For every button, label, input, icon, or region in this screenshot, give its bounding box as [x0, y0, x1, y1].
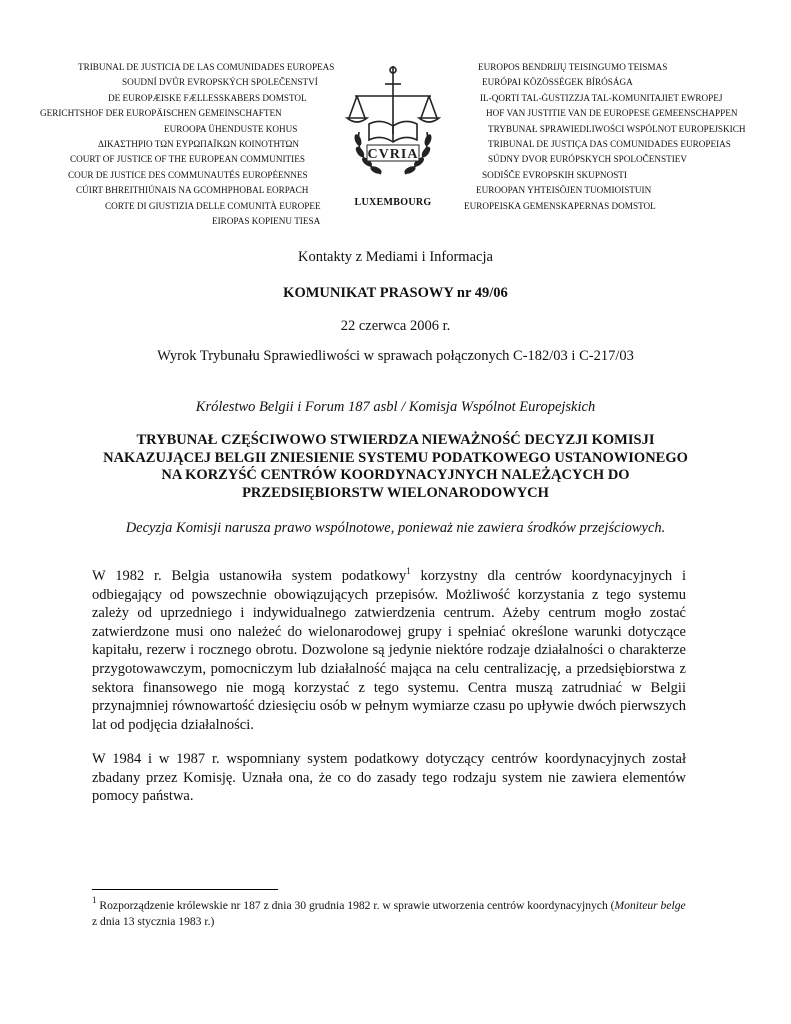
cvria-wordmark: CVRIA [367, 147, 419, 162]
footnote [92, 895, 692, 930]
body-paragraph-1 [92, 567, 686, 734]
headline: TRYBUNAŁ CZĘŚCIWOWO STWIERDZA NIEWAŻNOŚĆ DECYZJI KOMISJI NAKAZUJĄCEJ BELGII ZNIESIENIE SYSTEMU PODATKOWEGO USTANOWIONEGO NA KORZYŚĆ CENTRÓW KOORDYNACYJNYCH NALEŻĄCYCH DO PRZEDSIĘBIORSTW WIELONARODOWYCH [103, 432, 688, 501]
paragraph-text: korzystny dla centrów koordynacyjnych i odbiegający od powszechnie obowiązujących przepisów. Możliwość korzystania z tego systemu zależy od uprzedniego i indywidualnego zatwierdzenia centrum. Ażeby centrum mogło zostać zatwierdzone musi ono należeć do wielonarodowej grupy i spełniać określone warunki dotyczące kapitału, rezerw i rocznego obrotu. Dozwolone są jedynie niektóre rodzaje działalności o charakterze przygotowawczym, pomocniczym lub działalność mająca na celu centralizację, a przedsiębiorstwa z sektora finansowego nie mogą korzystać z tego systemu. Centra muszą zatrudniać w Belgii przynajmniej równowartość dziesięciu osób w pełnym wymiarze czasu po upływie dwóch pierwszych lat od podjęcia działalności. [92, 568, 686, 733]
court-name: ΔΙΚΑΣΤΗΡΙΟ ΤΩΝ ΕΥΡΩΠΑΪΚΩΝ ΚΟΙΝΟΤΗΤΩΝ [98, 139, 300, 150]
footnote-text: Rozporządzenie królewskie nr 187 z dnia 30 grudnia 1982 r. w sprawie utworzenia centrów koordynacyjnych ( [96, 899, 615, 912]
court-name: HOF VAN JUSTITIE VAN DE EUROPESE GEMEENSCHAPPEN [486, 108, 738, 119]
court-name: SODIŠČE EVROPSKIH SKUPNOSTI [482, 169, 627, 180]
court-name: TRYBUNAŁ SPRAWIEDLIWOŚCI WSPÓLNOT EUROPEJSKICH [488, 123, 746, 134]
footnote-text: z dnia 13 stycznia 1983 r.) [92, 915, 215, 928]
court-name: CÚIRT BHREITHIÚNAIS NA GCOMHPHOBAL EORPACH [76, 185, 309, 196]
body-paragraph-2: W 1984 i w 1987 r. wspomniany system podatkowy dotyczący centrów koordynacyjnych został zbadany przez Komisję. Uznała ona, że co do zasady tego rodzaju system nie zawiera elementów pomocy państwa. [92, 751, 686, 805]
court-name: EURÓPAI KÖZÖSSÉGEK BÍRÓSÁGA [482, 77, 633, 88]
paragraph-text: W 1982 r. Belgia ustanowiła system podatkowy [92, 568, 407, 584]
court-name: COURT OF JUSTICE OF THE EUROPEAN COMMUNITIES [70, 154, 305, 165]
court-name: GERICHTSHOF DER EUROPÄISCHEN GEMEINSCHAFTEN [40, 108, 282, 119]
publication-name: Moniteur belge [614, 899, 686, 912]
court-name: EIROPAS KOPIENU TIESA [212, 216, 321, 227]
court-name: EUROPEISKA GEMENSKAPERNAS DOMSTOL [464, 200, 656, 211]
court-name: IL-QORTI TAL-ĠUSTIZZJA TAL-KOMUNITAJIET EWROPEJ [480, 92, 723, 103]
judgment-reference: Wyrok Trybunału Sprawiedliwości w sprawach połączonych C-182/03 i C-217/03 [157, 348, 634, 364]
city-label: LUXEMBOURG [354, 197, 432, 208]
court-name: EUROOPA ÜHENDUSTE KOHUS [164, 123, 298, 134]
court-name: TRIBUNAL DE JUSTIÇA DAS COMUNIDADES EUROPEIAS [488, 139, 731, 150]
court-name: CORTE DI GIUSTIZIA DELLE COMUNITÀ EUROPEE [105, 200, 321, 211]
court-name: DE EUROPÆISKE FÆLLESSKABERS DOMSTOL [108, 92, 307, 103]
court-name: SÚDNY DVOR EURÓPSKYCH SPOLOČENSTIEV [488, 154, 687, 165]
cvria-emblem [333, 62, 453, 192]
court-names-left [40, 60, 335, 229]
footnote-number: 1 [92, 895, 97, 905]
court-name: EUROOPAN YHTEISÖJEN TUOMIOISTUIN [476, 185, 652, 196]
release-date: 22 czerwca 2006 r. [340, 318, 451, 334]
footnote-separator [92, 889, 278, 890]
court-names-right [458, 60, 758, 214]
subheadline: Decyzja Komisji narusza prawo wspólnotowe, ponieważ nie zawiera środków przejściowych. [125, 520, 666, 536]
footnote-reference: 1 [406, 566, 411, 576]
contacts-line: Kontakty z Mediami i Informacja [298, 249, 493, 265]
court-name: COUR DE JUSTICE DES COMMUNAUTÉS EUROPÉENNES [68, 169, 308, 180]
case-parties: Królestwo Belgii i Forum 187 asbl / Komisja Wspólnot Europejskich [195, 399, 596, 415]
press-release-title: KOMUNIKAT PRASOWY nr 49/06 [283, 285, 508, 301]
court-name: EUROPOS BENDRIJŲ TEISINGUMO TEISMAS [478, 62, 668, 72]
court-name: SOUDNÍ DVŮR EVROPSKÝCH SPOLEČENSTVÍ [122, 77, 318, 88]
court-name: TRIBUNAL DE JUSTICIA DE LAS COMUNIDADES EUROPEAS [78, 62, 335, 72]
